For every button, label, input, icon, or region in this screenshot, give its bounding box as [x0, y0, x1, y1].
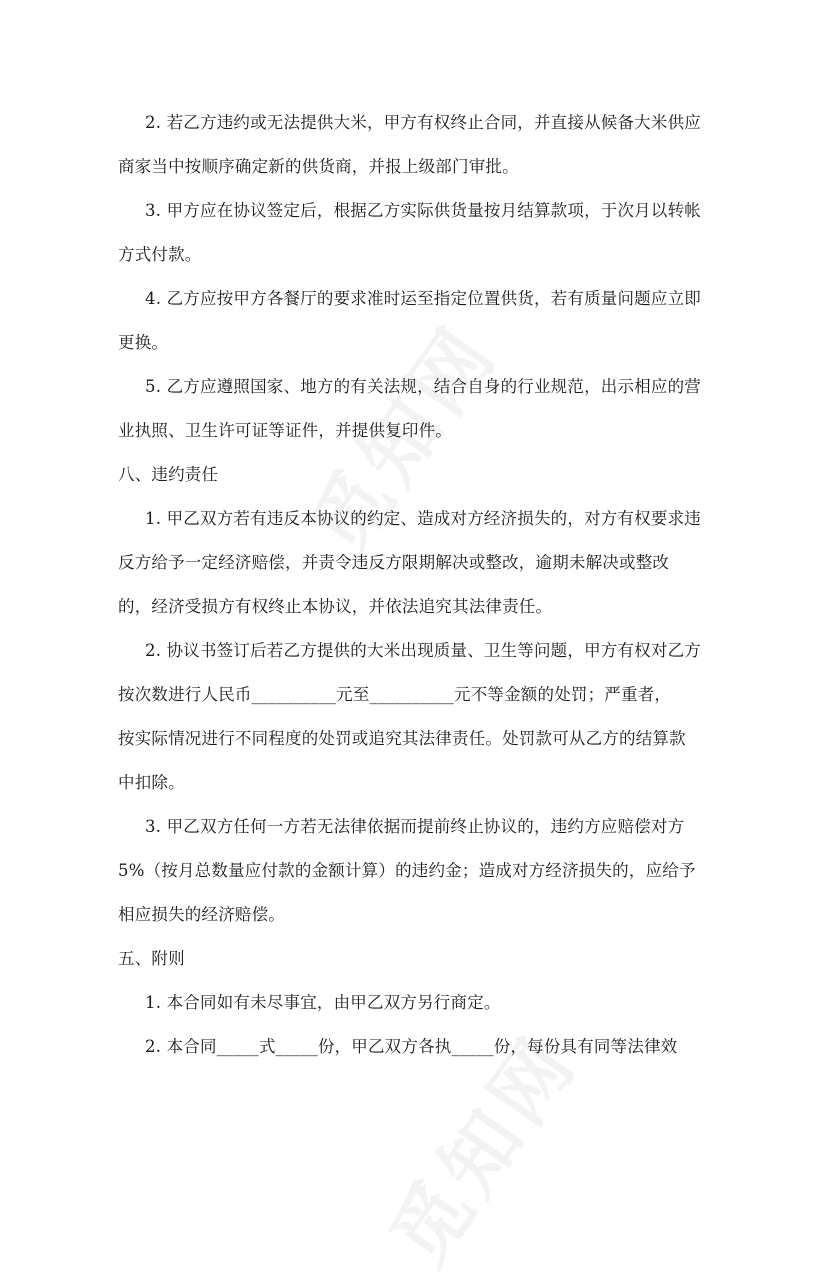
clause-8-item-3-line-3: 相应损失的经济赔偿。 — [118, 905, 285, 924]
clause-8-item-1-line-1: 1. 甲乙双方若有违反本协议的约定、造成对方经济损失的，对方有权要求违 — [145, 509, 701, 528]
clause-7-item-2-line-2: 商家当中按顺序确定新的供货商，并报上级部门审批。 — [118, 157, 519, 176]
clause-7-item-3-line-2: 方式付款。 — [118, 245, 202, 264]
section-heading-supplementary: 五、附则 — [118, 949, 185, 968]
section-heading-breach: 八、违约责任 — [118, 465, 219, 484]
clause-7-item-5-line-1: 5. 乙方应遵照国家、地方的有关法规，结合自身的行业规范，出示相应的营 — [145, 377, 701, 396]
clause-5-item-2-line-1: 2. 本合同_____式_____份，甲乙双方各执_____份，每份具有同等法律效 — [145, 1037, 678, 1056]
clause-5-item-1: 1. 本合同如有未尽事宜，由甲乙双方另行商定。 — [145, 993, 501, 1012]
clause-8-item-1-line-2: 反方给予一定经济赔偿，并责令违反方限期解决或整改，逾期未解决或整改 — [118, 553, 670, 572]
clause-8-item-3-line-2: 5%（按月总数量应付款的金额计算）的违约金；造成对方经济损失的，应给予 — [118, 861, 696, 880]
clause-7-item-3-line-1: 3. 甲方应在协议签定后，根据乙方实际供货量按月结算款项，于次月以转帐 — [145, 201, 701, 220]
clause-8-item-2-line-1: 2. 协议书签订后若乙方提供的大米出现质量、卫生等问题，甲方有权对乙方 — [145, 641, 701, 660]
clause-8-item-2-line-3: 按实际情况进行不同程度的处罚或追究其法律责任。处罚款可从乙方的结算款 — [118, 729, 686, 748]
clause-8-item-1-line-3: 的，经济受损方有权终止本协议，并依法追究其法律责任。 — [118, 597, 553, 616]
clause-7-item-2-line-1: 2. 若乙方违约或无法提供大米，甲方有权终止合同，并直接从候备大米供应 — [145, 113, 701, 132]
clause-8-item-2-line-4: 中扣除。 — [118, 773, 185, 792]
clause-7-item-5-line-2: 业执照、卫生许可证等证件，并提供复印件。 — [118, 421, 452, 440]
clause-7-item-4-line-1: 4. 乙方应按甲方各餐厅的要求准时运至指定位置供货，若有质量问题应立即 — [145, 289, 701, 308]
clause-8-item-3-line-1: 3. 甲乙双方任何一方若无法律依据而提前终止协议的，违约方应赔偿对方 — [145, 817, 685, 836]
clause-8-item-2-line-2: 按次数进行人民币__________元至__________元不等金额的处罚；严重者， — [118, 685, 672, 704]
clause-7-item-4-line-2: 更换。 — [118, 333, 169, 352]
